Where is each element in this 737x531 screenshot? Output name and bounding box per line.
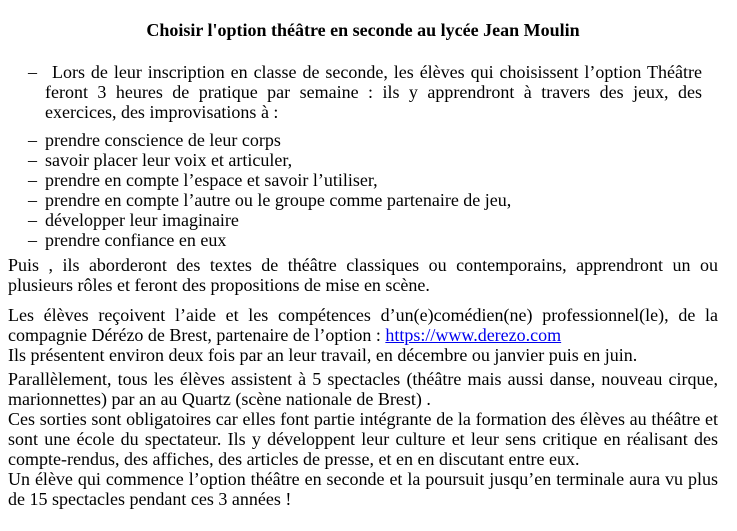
- paragraph-spectacles-group: [8, 369, 718, 509]
- paragraph-eleve: Un élève qui commence l’option théâtre en seconde et la poursuit jusqu’en terminale aura vu plus de 15 spectacles pendant ces 3 années !: [8, 469, 718, 509]
- paragraph-company: [8, 305, 718, 365]
- list-item: [8, 150, 718, 170]
- skill-item-text: prendre confiance en eux: [45, 230, 227, 250]
- list-item: [8, 190, 718, 210]
- skill-item-text: développer leur imaginaire: [45, 210, 239, 230]
- paragraph-puis: Puis , ils aborderont des textes de théâtre classiques ou contemporains, apprendront un ou plusieurs rôles et feront des propositions de mise en scène.: [8, 255, 718, 295]
- presentations-text: Ils présentent environ deux fois par an leur travail, en décembre ou janvier puis en juin.: [8, 345, 638, 365]
- dash-bullet-icon: –: [28, 130, 37, 150]
- page-title: Choisir l'option théâtre en seconde au lycée Jean Moulin: [146, 20, 580, 40]
- skills-list: [8, 130, 718, 250]
- dash-bullet-icon: –: [28, 62, 37, 82]
- derezo-link[interactable]: https://www.derezo.com: [385, 325, 562, 345]
- intro-list-item-text: Lors de leur inscription en classe de seconde, les élèves qui choisissent l’option Théâtre feront 3 heures de pratique par semaine : ils y apprendront à travers des jeux, des exercices, des improvisations à :: [45, 62, 702, 122]
- paragraph-sorties: Ces sorties sont obligatoires car elles font partie intégrante de la formation des élèves au théâtre et sont une école du spectateur. Ils y développent leur culture et leur sens critique en réalisant des compte-rendus, des affiches, des articles de presse, et en en discutant entre eux.: [8, 409, 718, 469]
- intro-list: [8, 62, 718, 122]
- list-item: [8, 130, 718, 150]
- dash-bullet-icon: –: [28, 230, 37, 250]
- skill-item-text: prendre conscience de leur corps: [45, 130, 281, 150]
- skill-item-text: savoir placer leur voix et articuler,: [45, 150, 293, 170]
- company-text: Les élèves reçoivent l’aide et les compétences d’un(e)comédien(ne) professionnel(le), de la compagnie Dérézo de Brest, partenaire de l’option :: [8, 305, 718, 345]
- list-item: [8, 210, 718, 230]
- skill-item-text: prendre en compte l’espace et savoir l’utiliser,: [45, 170, 378, 190]
- list-item: [8, 170, 718, 190]
- dash-bullet-icon: –: [28, 190, 37, 210]
- paragraph-spectacles: Parallèlement, tous les élèves assistent à 5 spectacles (théâtre mais aussi danse, nouveau cirque, marionnettes) par an au Quartz (scène nationale de Brest) .: [8, 369, 718, 409]
- skill-item-text: prendre en compte l’autre ou le groupe comme partenaire de jeu,: [45, 190, 512, 210]
- dash-bullet-icon: –: [28, 210, 37, 230]
- list-item: [8, 230, 718, 250]
- dash-bullet-icon: –: [28, 150, 37, 170]
- list-item: [8, 62, 718, 122]
- dash-bullet-icon: –: [28, 170, 37, 190]
